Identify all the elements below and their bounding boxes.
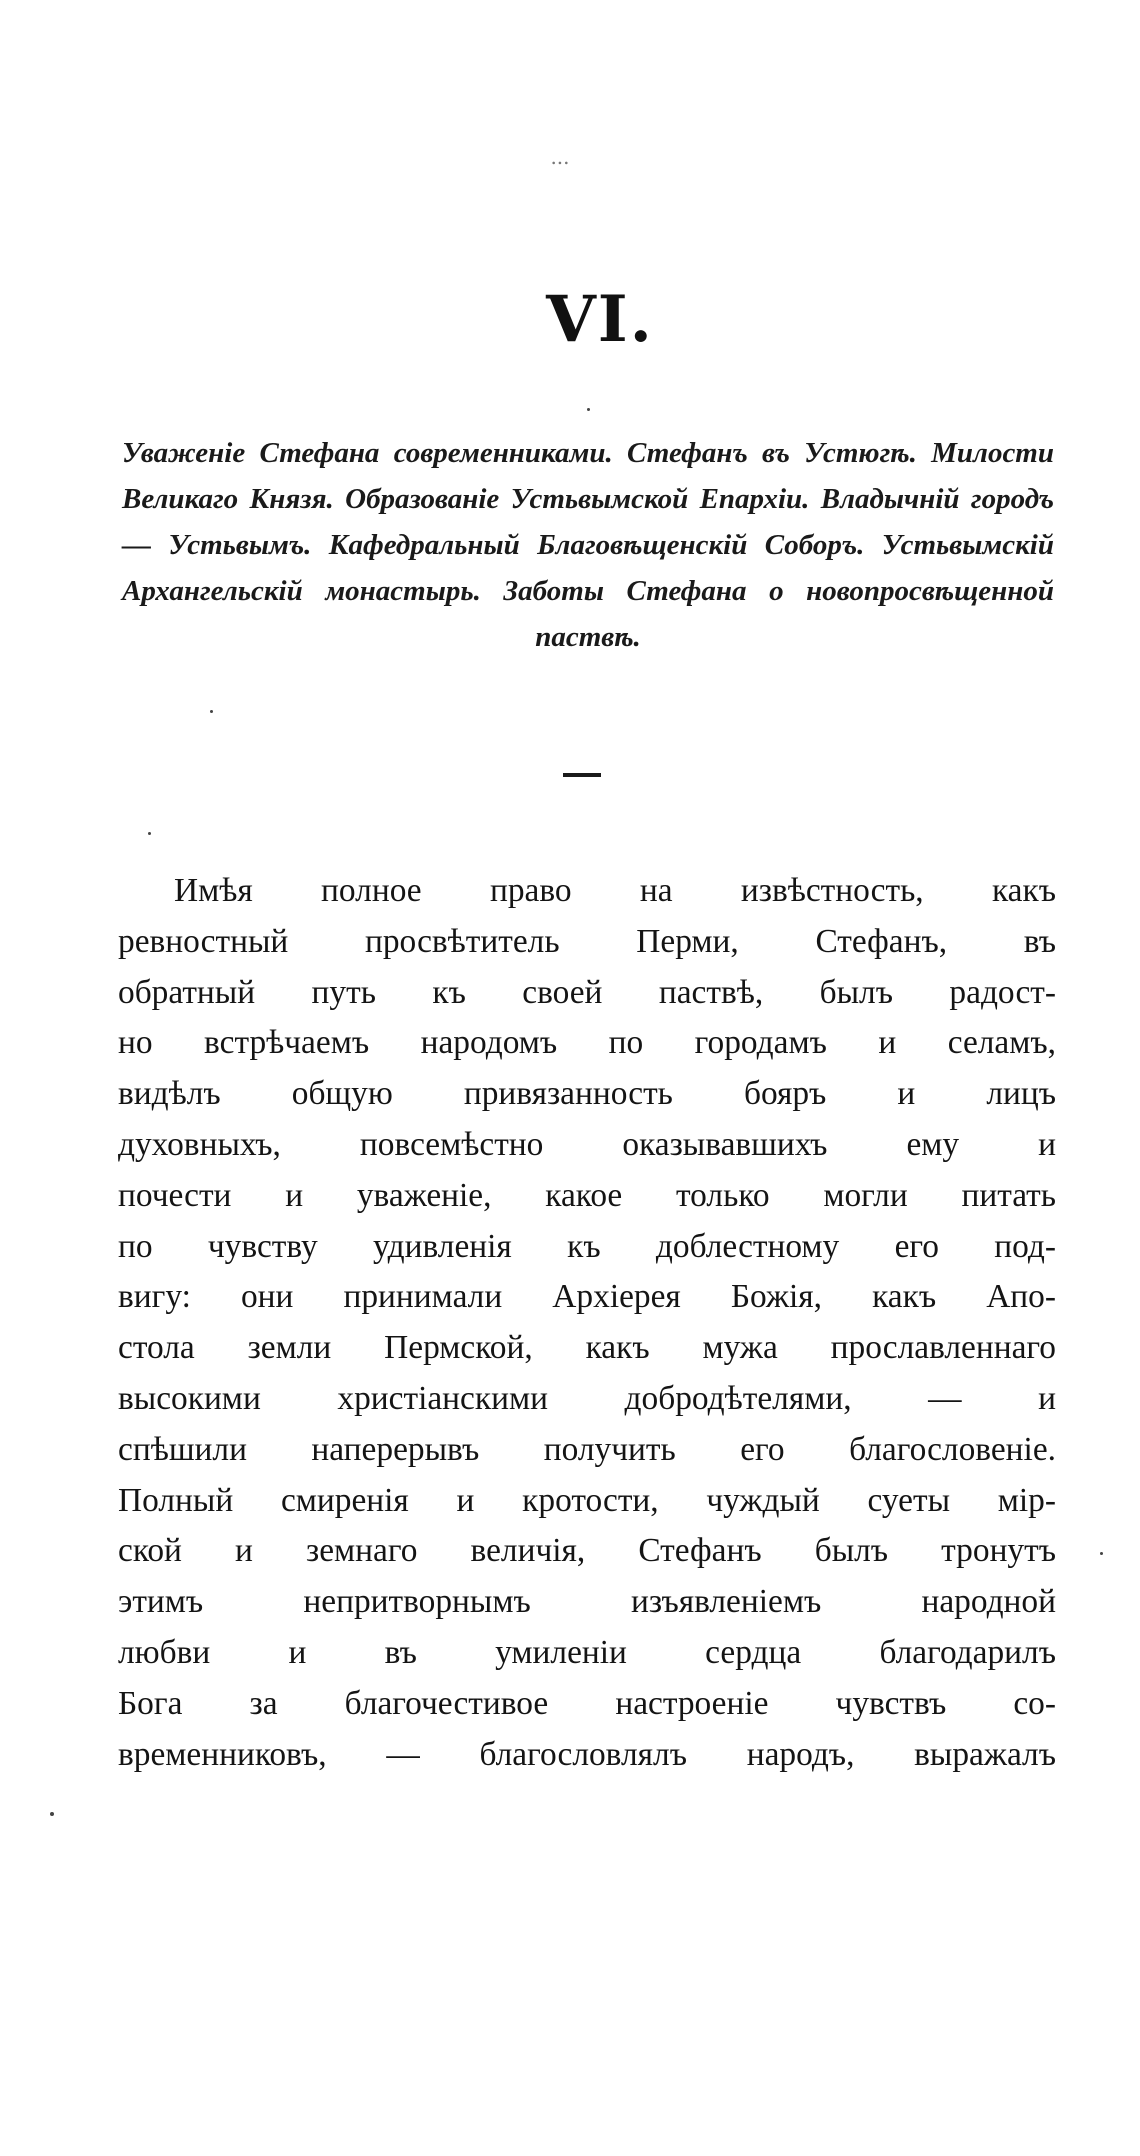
chapter-number: VI. [546, 282, 654, 357]
text-line: Полный смиренія и кротости, чуждый суеты мір- [118, 1481, 1056, 1519]
scan-speck [587, 408, 590, 411]
text-line: почести и уваженіе, какое только могли питать [118, 1176, 1056, 1214]
text-line: любви и въ умиленіи сердца благодарилъ [118, 1633, 1056, 1671]
text-line: стола земли Пермской, какъ мужа прославленнаго [118, 1329, 1056, 1367]
text-line: вигу: они принимали Архіерея Божія, какъ Апо- [118, 1278, 1056, 1316]
scan-speck [148, 832, 151, 835]
text-line: ревностный просвѣтитель Перми, Стефанъ, въ [118, 922, 1056, 960]
scan-speck [210, 710, 213, 713]
text-line: по чувству удивленія къ доблестному его под- [118, 1227, 1056, 1265]
scan-speck [1100, 1552, 1103, 1555]
text-line: Бога за благочестивое настроеніе чувствъ со- [118, 1684, 1056, 1722]
chapter-summary: Уваженіе Стефана современниками. Стефанъ въ Устюгѣ. Милости Великаго Князя. Образованіе Устьвымской Епархіи. Владычній городъ — Устьвымъ. Кафедральный Благовѣщенскій Соборъ. Устьвымскій Архангельскій монастырь. Заботы Стефана о новопросвѣщенной паствѣ. [122, 437, 1054, 653]
text-line: высокими христіанскими добродѣтелями, — и [118, 1379, 1056, 1417]
text-line: но встрѣчаемъ народомъ по городамъ и селамъ, [118, 1024, 1056, 1062]
scan-speck [50, 1812, 54, 1816]
section-divider [563, 773, 601, 777]
text-line: Имѣя полное право на извѣстность, какъ [174, 872, 1056, 909]
text-line: ской и земнаго величія, Стефанъ былъ тронутъ [118, 1532, 1056, 1570]
text-line: спѣшили наперерывъ получить его благословеніе. [118, 1430, 1056, 1468]
body-paragraph [118, 866, 1056, 1780]
page-top-mark: ... [550, 145, 570, 169]
text-line: духовныхъ, повсемѣстно оказывавшихъ ему и [118, 1125, 1056, 1163]
text-line: временниковъ, — благословлялъ народъ, выражалъ [118, 1735, 1056, 1773]
text-line: этимъ непритворнымъ изъявленіемъ народной [118, 1583, 1056, 1621]
text-line: обратный путь къ своей паствѣ, былъ радост- [118, 973, 1056, 1011]
text-line: видѣлъ общую привязанность бояръ и лицъ [118, 1075, 1056, 1113]
